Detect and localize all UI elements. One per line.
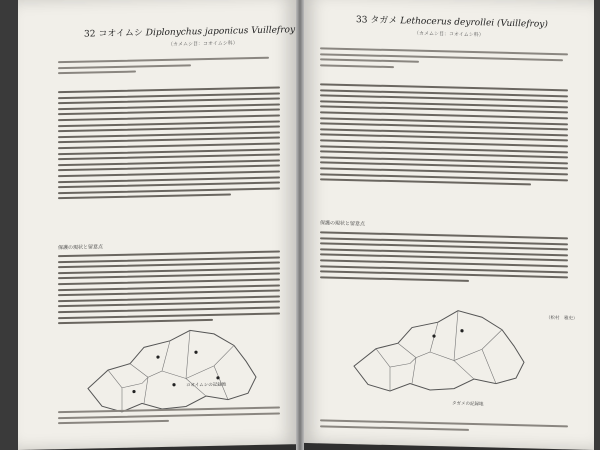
left-family: （カメムシ目：コオイムシ科） bbox=[168, 40, 238, 48]
book-edge-right bbox=[594, 0, 600, 450]
left-body-text bbox=[58, 87, 280, 200]
book-edge-left bbox=[0, 0, 18, 450]
left-conservation-text bbox=[58, 251, 280, 325]
right-record-block bbox=[320, 47, 568, 72]
left-scientific-name: Diplonychus japonicus Vuillefroy bbox=[145, 25, 296, 39]
right-references bbox=[320, 419, 568, 433]
right-species-number: 33 bbox=[356, 15, 368, 26]
left-page bbox=[18, 0, 298, 450]
left-map-caption: コオイムシの記録地 bbox=[186, 382, 227, 389]
right-section-heading: 保護の現状と留意点 bbox=[320, 220, 366, 228]
left-species-number: 32 bbox=[84, 29, 96, 40]
right-japanese-name: タガメ bbox=[370, 15, 398, 27]
right-conservation-text bbox=[320, 231, 568, 284]
right-page bbox=[302, 0, 594, 450]
right-family: （カメムシ目：コオイムシ科） bbox=[414, 30, 484, 39]
right-species-header bbox=[356, 12, 548, 30]
left-species-header bbox=[84, 22, 295, 39]
right-body-text bbox=[320, 83, 568, 186]
left-section-heading: 保護の現状と留意点 bbox=[58, 244, 104, 252]
right-scientific-name: Lethocerus deyrollei (Vuillefroy) bbox=[400, 16, 548, 30]
left-japanese-name: コオイムシ bbox=[98, 28, 143, 40]
right-map-caption: タガメの記録地 bbox=[452, 401, 484, 408]
right-author: （松村 雅史） bbox=[546, 315, 578, 322]
left-record-block bbox=[58, 57, 280, 75]
book-gutter bbox=[296, 0, 304, 450]
right-record-map bbox=[342, 294, 542, 419]
